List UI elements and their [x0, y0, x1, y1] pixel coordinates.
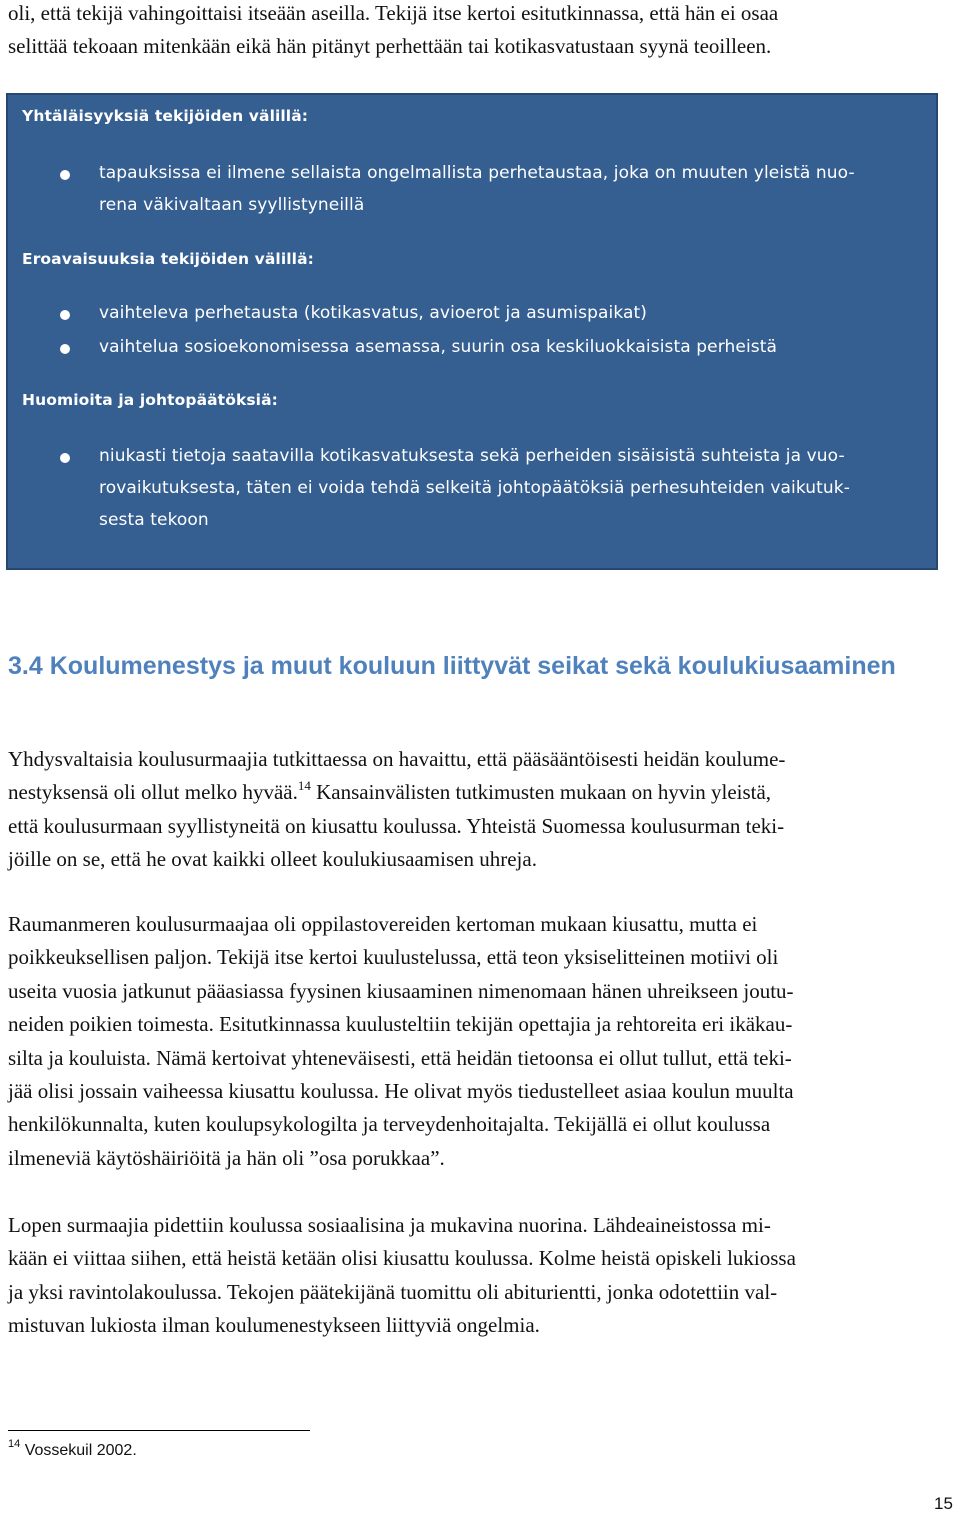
text-line: vaihtelua sosioekonomisessa asemassa, suurin osa keskiluokkaisista perheistä: [99, 337, 778, 357]
similarities-heading: Yhtäläisyyksiä tekijöiden välillä:: [22, 107, 309, 125]
text-line: useita vuosia jatkunut pääasiassa fyysinen kiusaaminen nimenomaan hänen uhreikseen joutu-: [8, 978, 794, 1003]
text-segment: nestyksensä oli ollut melko hyvää.: [8, 780, 298, 805]
text-line: jöille on se, että he ovat kaikki olleet koulukiusaamisen uhreja.: [8, 847, 537, 872]
text-line: kään ei viittaa siihen, että heistä ketään olisi kiusattu koulussa. Kolme heistä opiskeli lukiossa: [8, 1246, 796, 1271]
text-line: poikkeuksellisen paljon. Tekijä itse kertoi kuulustelussa, että teon yksiselitteinen motiivi oli: [8, 945, 779, 970]
text-line: neiden poikien toimesta. Esitutkinnassa kuulusteltiin tekijän opettajia ja rehtoreita eri ikäkau-: [8, 1012, 793, 1037]
text-line: sesta tekoon: [99, 510, 209, 530]
summary-box: [6, 93, 938, 570]
footnote-text: Vossekuil 2002.: [20, 1442, 137, 1459]
text-line: että koulusurmaan syyllistyneitä on kiusattu koulussa. Yhteistä Suomessa koulusurman teki-: [8, 813, 785, 838]
paragraph: [8, 743, 958, 877]
bullet-icon: [60, 170, 70, 180]
text-line: selittää tekoaan mitenkään eikä hän pitänyt perhettään tai kotikasvatustaan syynä teoilleen.: [8, 34, 772, 59]
differences-item: [99, 331, 777, 363]
page-number: 15: [934, 1494, 953, 1513]
text-segment: Kansainvälisten tutkimusten mukaan on hyvin yleistä,: [310, 780, 772, 805]
bullet-icon: [60, 453, 70, 463]
section-number: 3.4: [8, 652, 43, 680]
text-line: Raumanmeren koulusurmaajaa oli oppilastovereiden kertoman mukaan kiusattu, mutta ei: [8, 912, 758, 936]
text-line: ja yksi ravintolakoulussa. Tekojen päätekijänä tuomittu oli abiturientti, jonka odotettiin val-: [8, 1279, 778, 1304]
text-line: Yhdysvaltaisia koulusurmaajia tutkittaessa on havaittu, että pääsääntöisesti heidän koulume-: [8, 747, 786, 771]
text-line: niukasti tietoja saatavilla kotikasvatuksesta sekä perheiden sisäisistä suhteista ja vuo-: [99, 446, 845, 466]
text-line: rovaikutuksesta, täten ei voida tehdä selkeitä johtopäätöksiä perhesuhteiden vaikutuk-: [99, 478, 850, 498]
text-line: ilmeneviä käytöshäiriöitä ja hän oli ”osa porukkaa”.: [8, 1145, 445, 1170]
bullet-icon: [60, 344, 70, 354]
text-line: [8, 776, 958, 809]
text-line: Lopen surmaajia pidettiin koulussa sosiaalisina ja mukavina nuorina. Lähdeaineistossa mi-: [8, 1213, 771, 1237]
similarities-item: [99, 157, 855, 221]
section-heading: [8, 652, 896, 681]
bullet-icon: [60, 310, 70, 320]
text-line: mistuvan lukiosta ilman koulumenestykseen liittyviä ongelmia.: [8, 1313, 540, 1338]
intro-paragraph: [8, 0, 958, 64]
text-line: silta ja kouluista. Nämä kertoivat yhteneväisesti, että heidän tietoonsa ei ollut tullut, että teki-: [8, 1045, 792, 1070]
differences-item: [99, 297, 647, 329]
footnote-number: 14: [8, 1438, 21, 1450]
paragraph: [8, 1209, 958, 1343]
paragraph: [8, 908, 958, 1175]
footnote-reference[interactable]: 14: [297, 778, 311, 794]
text-line: rena väkivaltaan syyllistyneillä: [99, 195, 365, 215]
footnote: [8, 1438, 137, 1460]
text-line: henkilökunnalta, kuten koulupsykologilta ja terveydenhoitajalta. Tekijällä ei ollut koulussa: [8, 1112, 771, 1137]
text-line: oli, että tekijä vahingoittaisi itseään aseilla. Tekijä itse kertoi esitutkinnassa, että hän ei osaa: [8, 1, 779, 25]
footnote-separator: [8, 1430, 310, 1431]
notes-heading: Huomioita ja johtopäätöksiä:: [22, 391, 278, 409]
notes-item: [99, 440, 850, 536]
text-line: vaihteleva perhetausta (kotikasvatus, avioerot ja asumispaikat): [99, 303, 647, 323]
differences-heading: Eroavaisuuksia tekijöiden välillä:: [22, 250, 314, 268]
text-line: tapauksissa ei ilmene sellaista ongelmallista perhetaustaa, joka on muuten yleistä nuo-: [99, 163, 855, 183]
section-title: Koulumenestys ja muut kouluun liittyvät seikat sekä koulukiusaaminen: [49, 652, 896, 680]
text-line: jää olisi jossain vaiheessa kiusattu koulussa. He olivat myös tiedustelleet asiaa koulun muulta: [8, 1079, 794, 1104]
